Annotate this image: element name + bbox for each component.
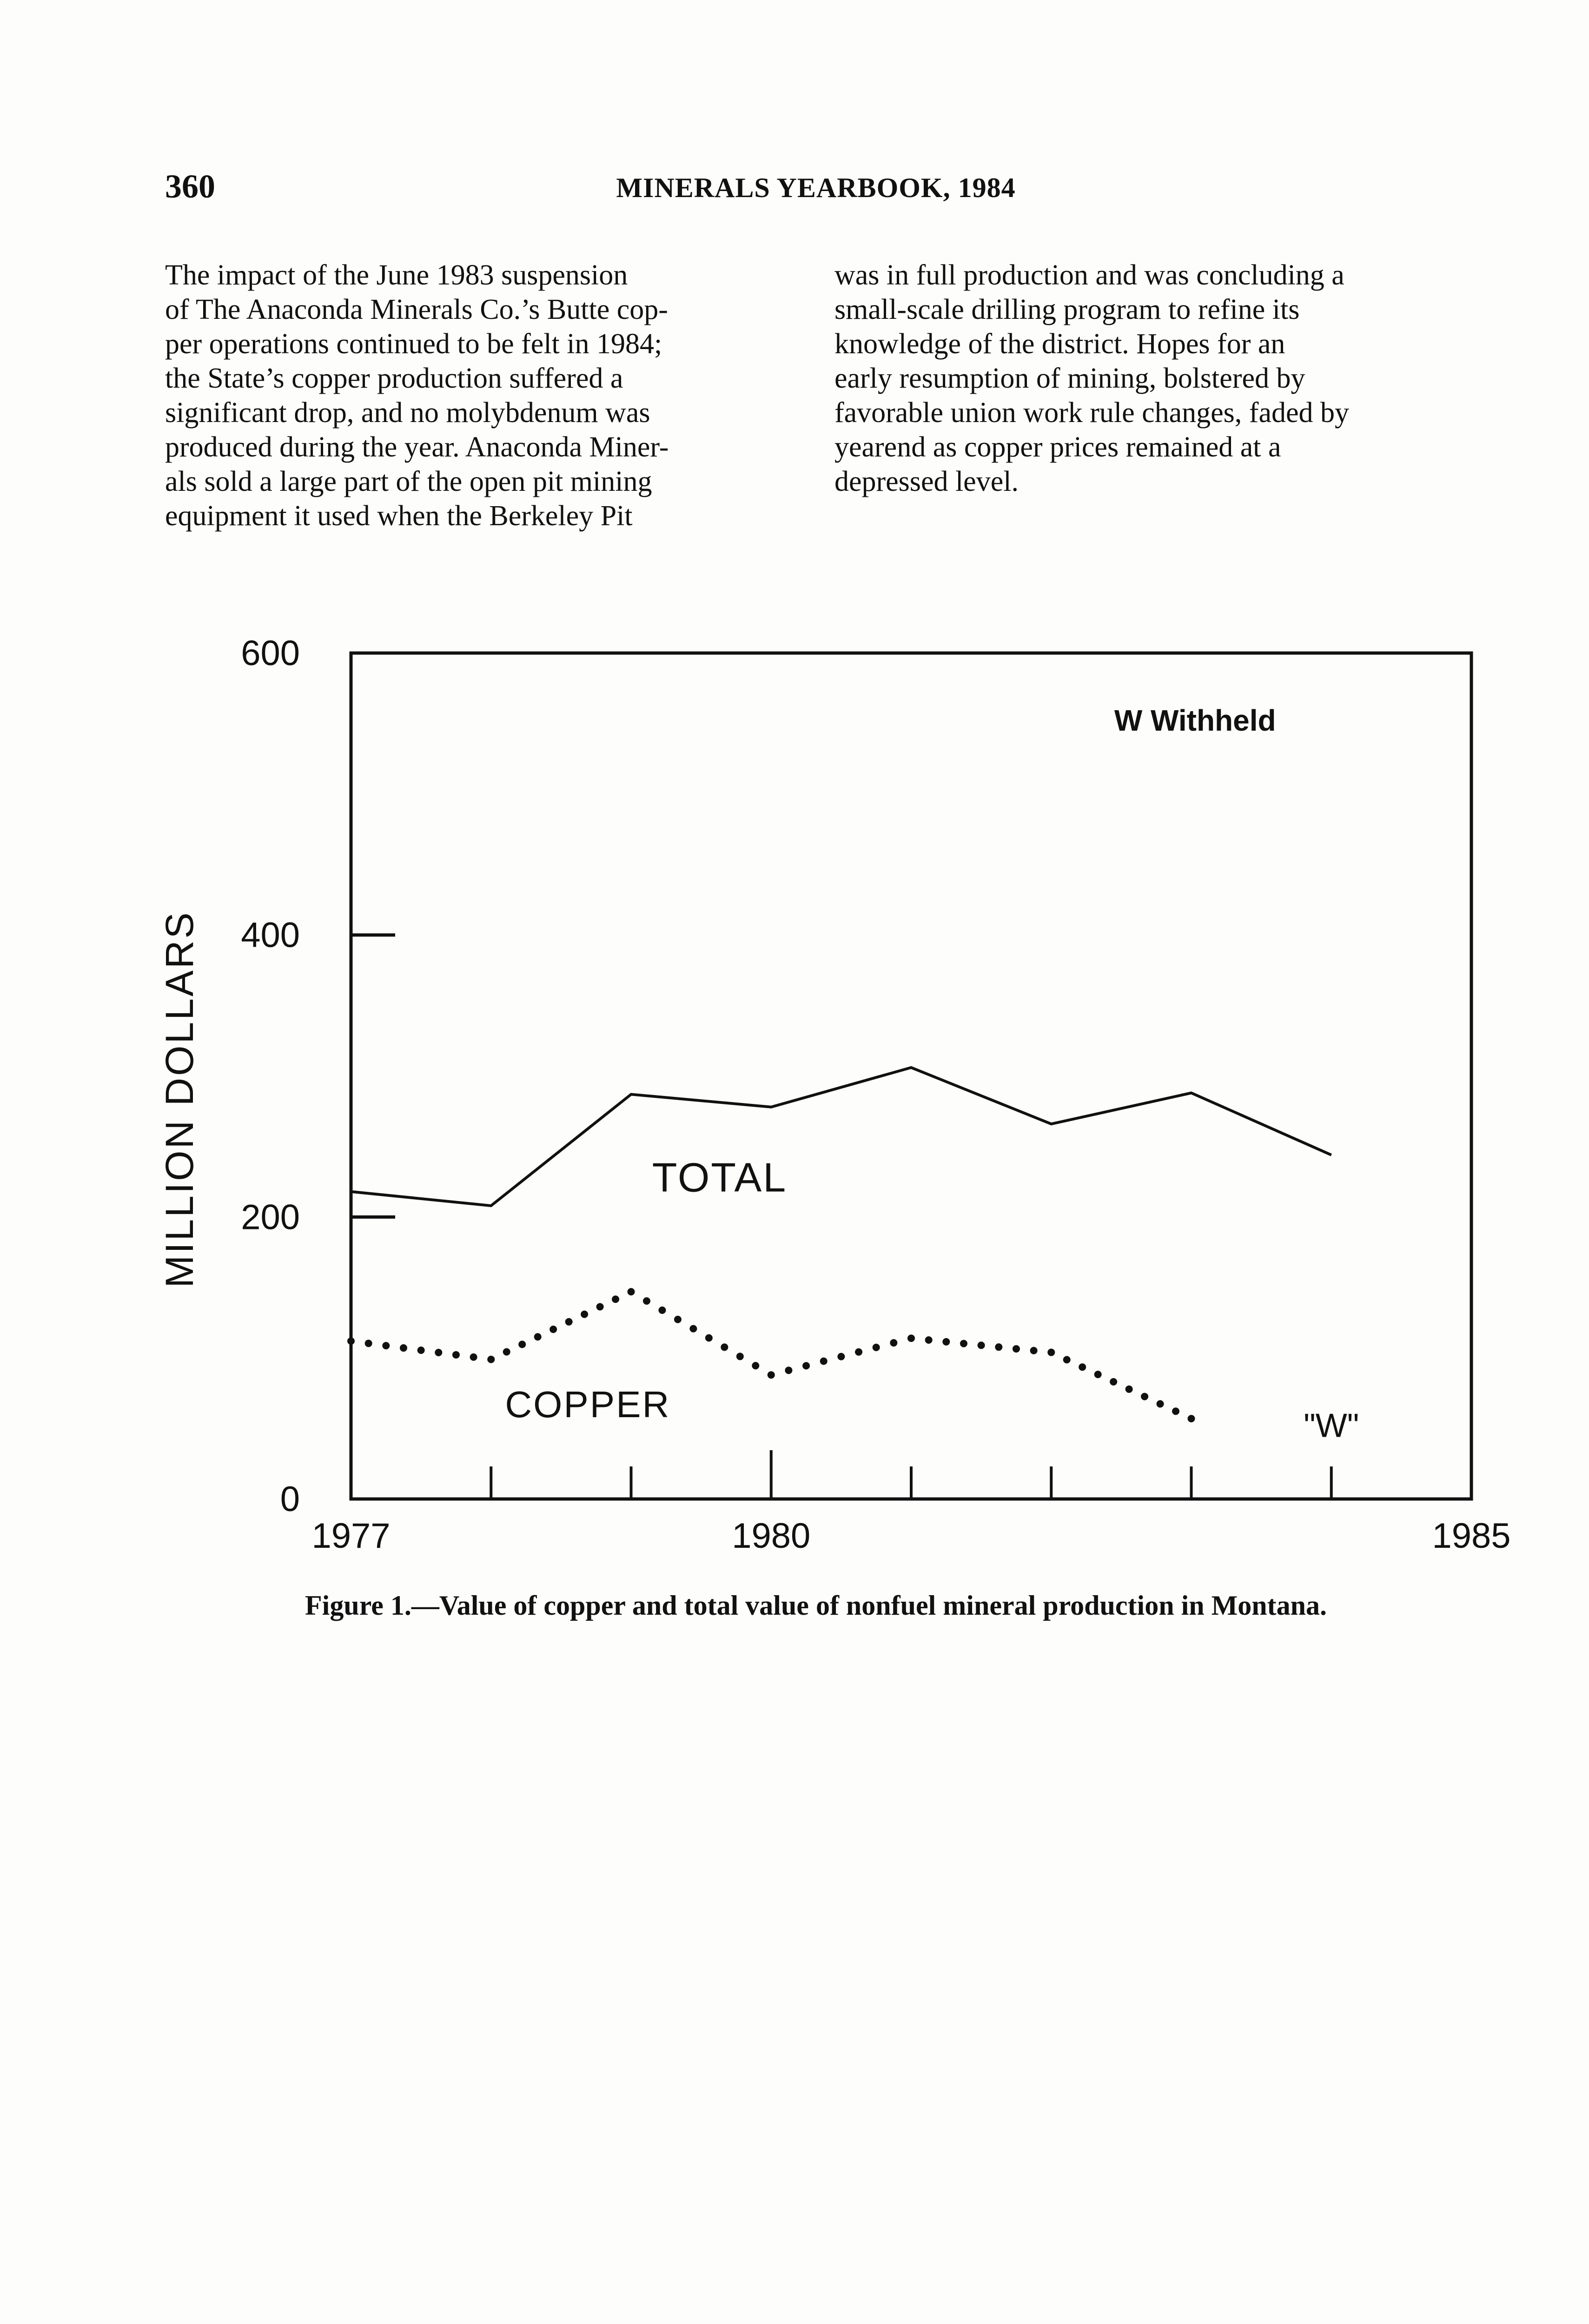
data-point-copper-1983 bbox=[1188, 1415, 1195, 1422]
series-dot-copper-47 bbox=[1126, 1386, 1133, 1393]
series-dot-copper-22 bbox=[705, 1334, 713, 1342]
series-line-total bbox=[351, 1068, 1331, 1206]
series-dot-copper-44 bbox=[1079, 1363, 1086, 1371]
series-dot-copper-10 bbox=[518, 1340, 526, 1348]
running-title: MINERALS YEARBOOK, 1984 bbox=[616, 172, 1016, 203]
series-dot-copper-33 bbox=[890, 1339, 897, 1347]
page-number: 360 bbox=[165, 168, 215, 205]
series-dot-copper-43 bbox=[1063, 1356, 1071, 1363]
x-tick-label-1985: 1985 bbox=[1432, 1516, 1511, 1556]
series-dot-copper-49 bbox=[1157, 1400, 1164, 1407]
series-dot-copper-39 bbox=[995, 1343, 1002, 1351]
series-dot-copper-30 bbox=[837, 1353, 845, 1360]
series-dot-copper-37 bbox=[960, 1340, 967, 1347]
series-dot-copper-2 bbox=[382, 1342, 390, 1349]
series-dot-copper-19 bbox=[658, 1307, 666, 1314]
series-dot-copper-13 bbox=[565, 1318, 573, 1326]
line-chart bbox=[139, 623, 1534, 1556]
series-dot-copper-50 bbox=[1172, 1407, 1179, 1415]
body-text-left-column: The impact of the June 1983 suspension of The Anaconda Minerals Co.’s Butte cop- per operations continued to be felt in 1984; the State’s copper production suffered a significant drop, and no molybdenum was produced during the year. Anaconda Miner- als sold a large part of the open pit mining equipment it used when the Berkeley Pit bbox=[165, 259, 669, 532]
legend-note: W Withheld bbox=[1114, 703, 1276, 737]
x-tick-label-1977: 1977 bbox=[311, 1516, 391, 1556]
series-dot-copper-12 bbox=[550, 1326, 557, 1333]
series-dot-copper-17 bbox=[628, 1288, 635, 1295]
series-dot-copper-34 bbox=[907, 1334, 915, 1342]
body-text-right-column: was in full production and was concluding a small-scale drilling program to refine its knowledge of the district. Hopes for an early resumption of mining, bolstered by favorable union work rule changes, faded by yearend as copper prices remained at a depressed level. bbox=[834, 259, 1349, 497]
series-dot-copper-31 bbox=[855, 1348, 862, 1356]
series-dot-copper-32 bbox=[873, 1344, 880, 1351]
series-dot-copper-26 bbox=[768, 1371, 775, 1379]
series-dot-copper-36 bbox=[942, 1338, 950, 1346]
series-dot-copper-8 bbox=[487, 1356, 495, 1363]
series-label-total: TOTAL bbox=[652, 1154, 788, 1201]
series-dot-copper-3 bbox=[400, 1344, 407, 1352]
series-dot-copper-14 bbox=[581, 1311, 588, 1318]
series-dot-copper-42 bbox=[1047, 1349, 1055, 1356]
series-dot-copper-18 bbox=[643, 1297, 650, 1305]
series-dot-copper-45 bbox=[1094, 1371, 1102, 1378]
series-dot-copper-48 bbox=[1141, 1393, 1148, 1400]
y-tick-label-0: 0 bbox=[280, 1479, 300, 1519]
series-dot-copper-6 bbox=[452, 1351, 460, 1359]
series-dot-copper-35 bbox=[925, 1336, 933, 1344]
plot-frame bbox=[351, 653, 1471, 1499]
series-dot-copper-20 bbox=[674, 1316, 682, 1323]
series-dot-copper-28 bbox=[802, 1362, 810, 1369]
series-dot-copper-5 bbox=[435, 1349, 442, 1356]
series-dot-copper-38 bbox=[978, 1341, 985, 1349]
series-dot-copper-4 bbox=[417, 1347, 425, 1354]
series-dot-copper-41 bbox=[1030, 1347, 1038, 1354]
series-dot-copper-24 bbox=[736, 1353, 744, 1360]
series-dot-copper-15 bbox=[596, 1303, 604, 1310]
series-dot-copper-27 bbox=[785, 1367, 792, 1374]
series-dot-copper-25 bbox=[752, 1362, 759, 1369]
series-dot-copper-16 bbox=[612, 1295, 619, 1303]
series-dot-copper-29 bbox=[820, 1357, 828, 1365]
y-tick-label-200: 200 bbox=[241, 1197, 300, 1237]
annotation-0: "W" bbox=[1304, 1407, 1359, 1445]
series-dot-copper-21 bbox=[689, 1325, 697, 1333]
series-dot-copper-46 bbox=[1110, 1378, 1117, 1386]
y-axis-label: MILLION DOLLARS bbox=[158, 911, 201, 1288]
series-dot-copper-40 bbox=[1013, 1345, 1020, 1353]
series-dot-copper-11 bbox=[534, 1333, 542, 1340]
figure-caption: Figure 1.—Value of copper and total value of nonfuel mineral production in Montana. bbox=[305, 1590, 1327, 1621]
series-label-copper: COPPER bbox=[505, 1384, 671, 1426]
y-tick-label-600: 600 bbox=[241, 634, 300, 673]
series-dot-copper-0 bbox=[347, 1337, 355, 1345]
y-tick-label-400: 400 bbox=[241, 915, 300, 955]
series-dot-copper-1 bbox=[365, 1340, 372, 1347]
figure-1-chart bbox=[139, 623, 1534, 1556]
page-header bbox=[165, 167, 1467, 209]
series-dot-copper-9 bbox=[503, 1348, 510, 1356]
series-dot-copper-23 bbox=[721, 1343, 728, 1351]
x-tick-label-1980: 1980 bbox=[732, 1516, 811, 1556]
series-dot-copper-7 bbox=[470, 1353, 477, 1361]
